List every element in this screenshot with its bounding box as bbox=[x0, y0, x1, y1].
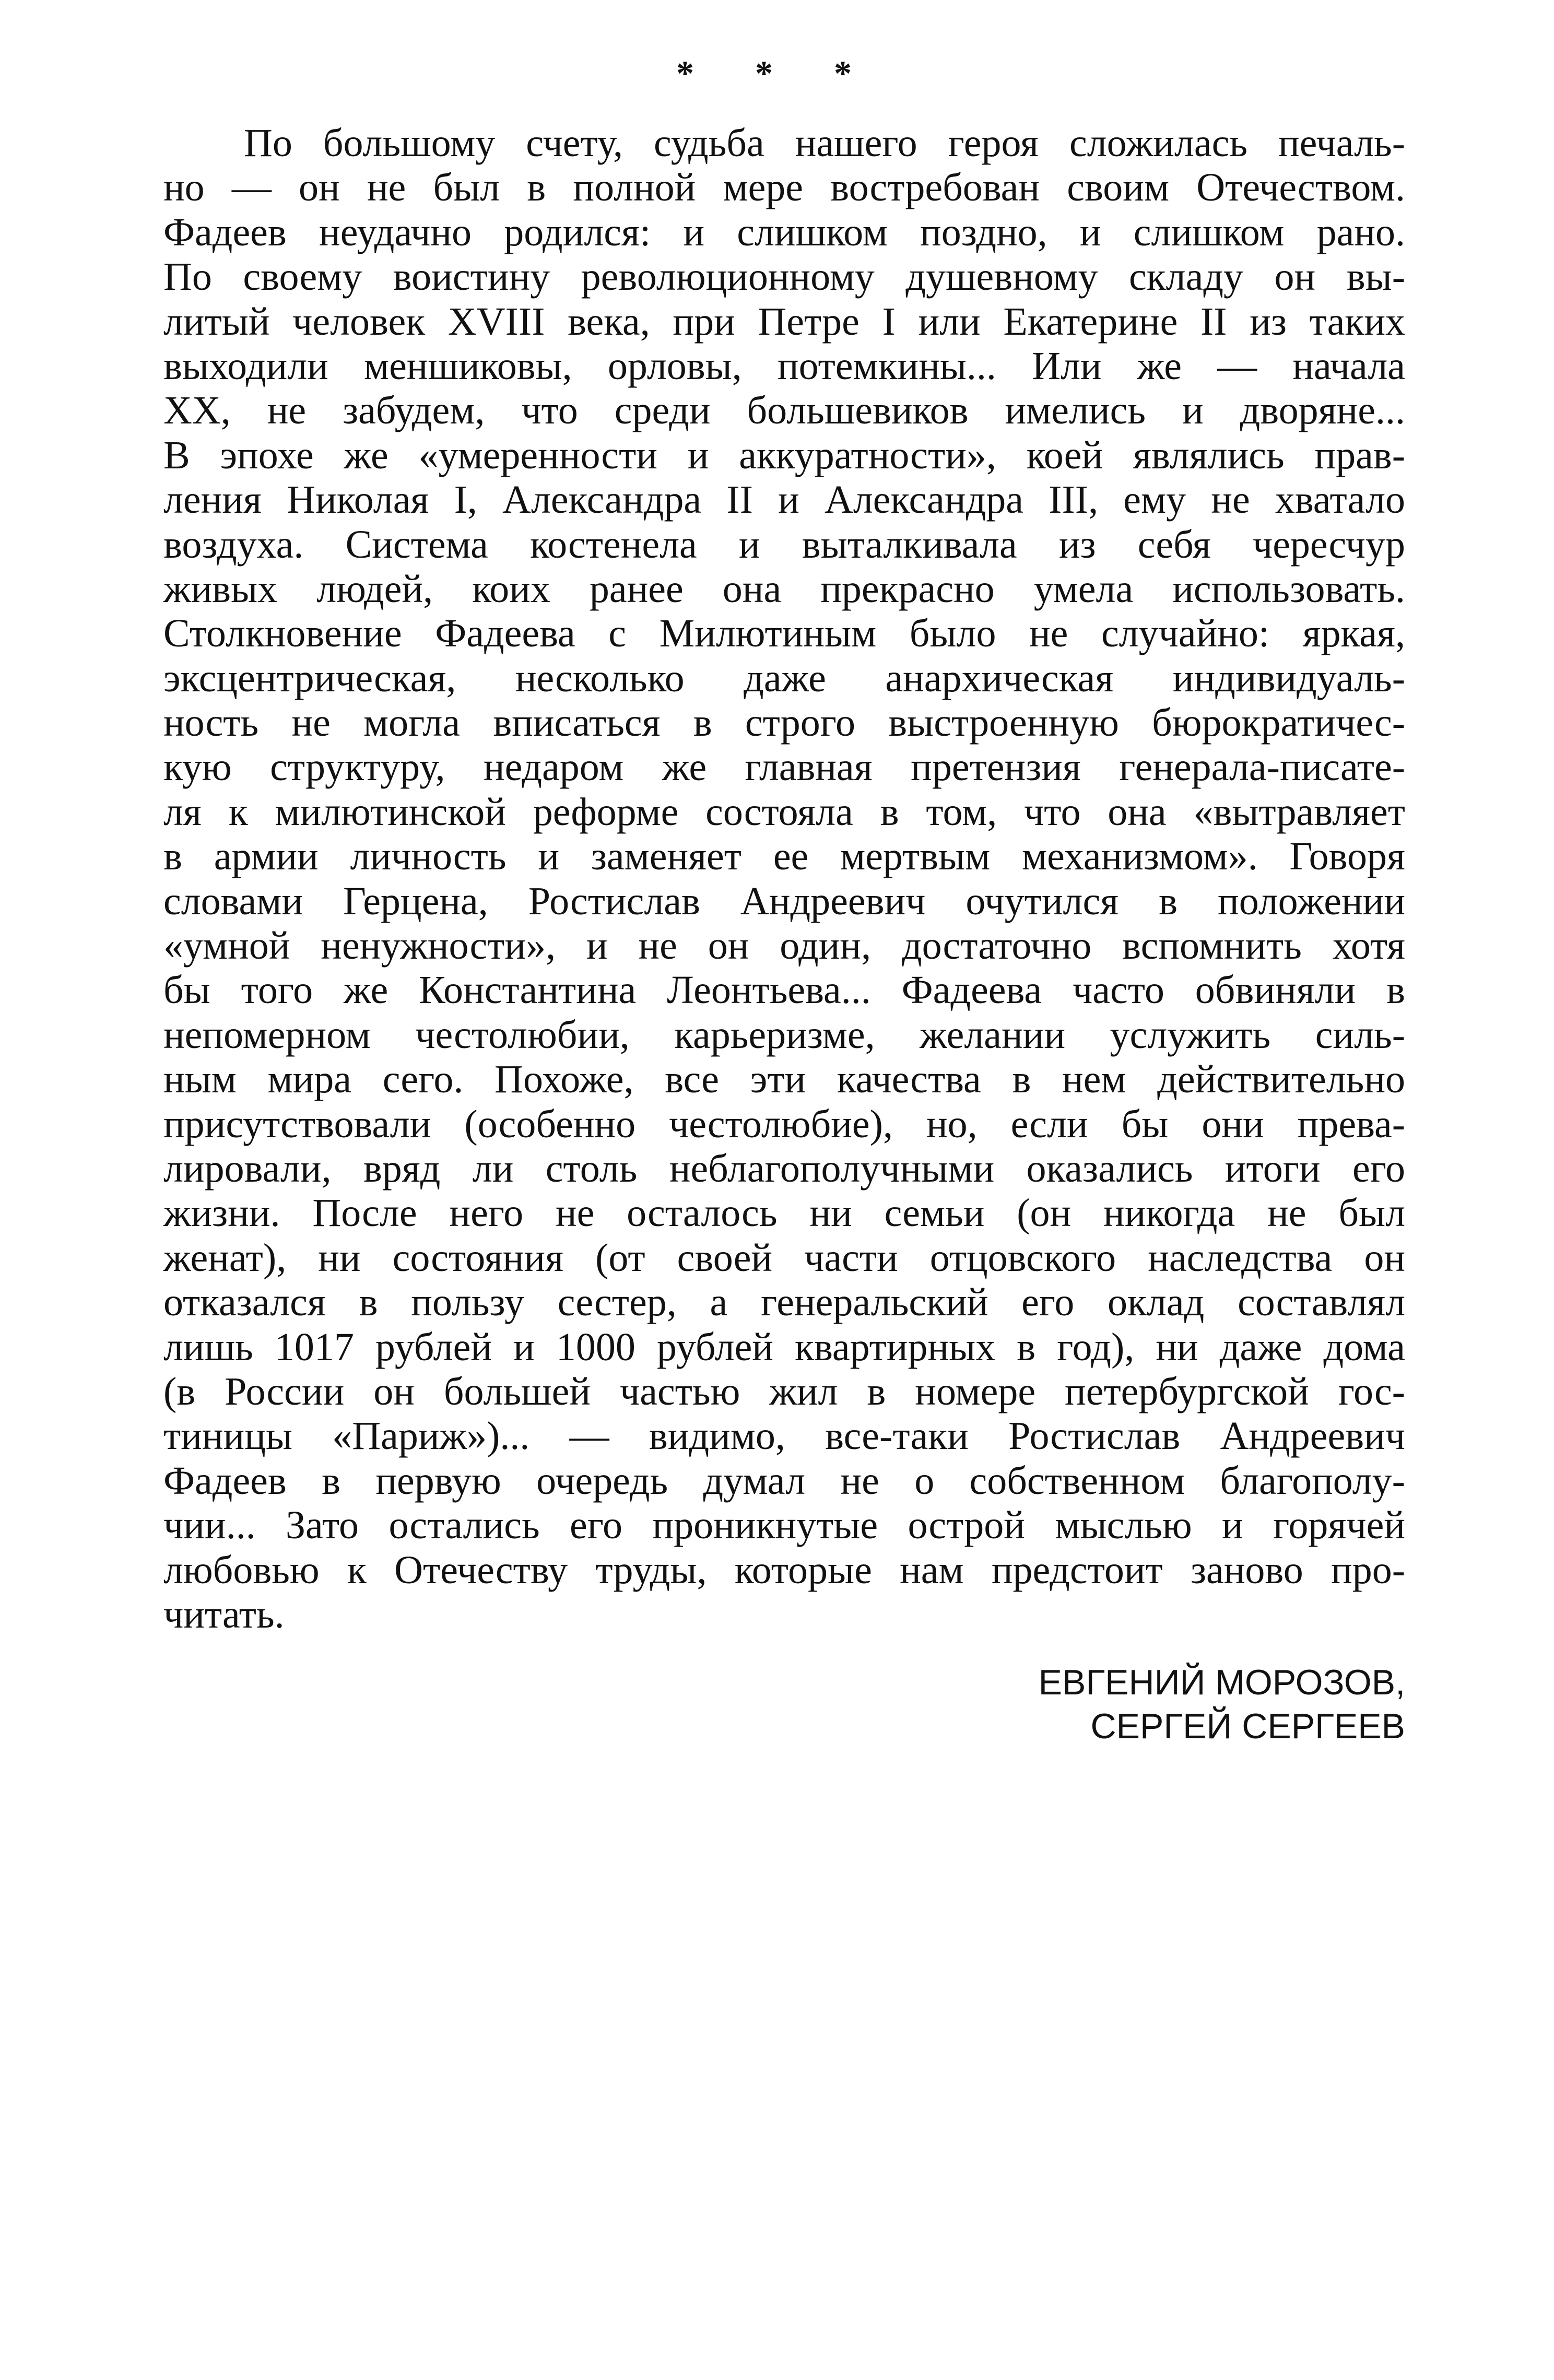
text-line: непомерном честолюбии, карьеризме, желании услужить силь- bbox=[163, 1012, 1405, 1057]
text-line: Фадеев в первую очередь думал не о собственном благополу- bbox=[163, 1458, 1405, 1503]
text-line: любовью к Отечеству труды, которые нам предстоит заново про- bbox=[163, 1548, 1405, 1592]
text-line: «умной ненужности», и не он один, достаточно вспомнить хотя bbox=[163, 924, 1405, 968]
text-line: женат), ни состояния (от своей части отцовского наследства он bbox=[163, 1235, 1405, 1280]
text-line: Фадеев неудачно родился: и слишком поздно, и слишком рано. bbox=[163, 210, 1405, 254]
text-line: По своему воистину революционному душевному складу он вы- bbox=[163, 255, 1405, 299]
text-line: ность не могла вписаться в строго выстроенную бюрократичес- bbox=[163, 701, 1405, 745]
text-line: лишь 1017 рублей и 1000 рублей квартирных в год), ни даже дома bbox=[163, 1325, 1405, 1369]
text-line: тиницы «Париж»)... — видимо, все-таки Ростислав Андреевич bbox=[163, 1414, 1405, 1458]
author-signature bbox=[1039, 1660, 1405, 1748]
text-line: выходили меншиковы, орловы, потемкины... Или же — начала bbox=[163, 344, 1405, 388]
text-line: лировали, вряд ли столь неблагополучными оказались итоги его bbox=[163, 1146, 1405, 1191]
text-line: ления Николая I, Александра II и Александра III, ему не хватало bbox=[163, 478, 1405, 522]
text-line: читать. bbox=[163, 1592, 285, 1636]
main-paragraph bbox=[163, 121, 1405, 1637]
text-line: в армии личность и заменяет ее мертвым механизмом». Говоря bbox=[163, 834, 1405, 879]
text-line: В эпохе же «умеренности и аккуратности», коей являлись прав- bbox=[163, 433, 1405, 477]
text-line: отказался в пользу сестер, а генеральский его оклад составлял bbox=[163, 1280, 1405, 1325]
author-name: ЕВГЕНИЙ МОРОЗОВ, bbox=[1038, 1663, 1405, 1702]
text-line: словами Герцена, Ростислав Андреевич очутился в положении bbox=[163, 879, 1405, 923]
text-line: присутствовали (особенно честолюбие), но, если бы они прева- bbox=[163, 1102, 1405, 1146]
text-line: бы того же Константина Леонтьева... Фадеева часто обвиняли в bbox=[163, 968, 1405, 1012]
text-line: литый человек XVIII века, при Петре I или Екатерине II из таких bbox=[163, 299, 1405, 344]
text-line: кую структуру, недаром же главная претензия генерала-писате- bbox=[163, 745, 1405, 790]
text-line: жизни. После него не осталось ни семьи (он никогда не был bbox=[163, 1191, 1405, 1235]
text-line: но — он не был в полной мере востребован своим Отечеством. bbox=[163, 166, 1405, 210]
text-line: XX, не забудем, что среди большевиков имелись и дворяне... bbox=[163, 388, 1405, 433]
text-line: ным мира сего. Похоже, все эти качества в нем действительно bbox=[163, 1057, 1405, 1102]
text-line: Столкновение Фадеева с Милютиным было не случайно: яркая, bbox=[163, 611, 1405, 656]
text-line: воздуха. Система костенела и выталкивала из себя чересчур bbox=[163, 522, 1405, 567]
text-line: живых людей, коих ранее она прекрасно умела использовать. bbox=[163, 567, 1405, 611]
text-line: ля к милютинской реформе состояла в том, что она «вытравляет bbox=[163, 790, 1405, 834]
section-separator: * * * bbox=[676, 53, 878, 93]
text-line: По большому счету, судьба нашего героя сложилась печаль- bbox=[244, 121, 1405, 165]
author-name: СЕРГЕЙ СЕРГЕЕВ bbox=[1090, 1706, 1405, 1746]
text-line: чии... Зато остались его проникнутые острой мыслью и горячей bbox=[163, 1503, 1405, 1548]
text-line: эксцентрическая, несколько даже анархическая индивидуаль- bbox=[163, 656, 1405, 700]
text-line: (в России он большей частью жил в номере петербургской гос- bbox=[163, 1369, 1405, 1413]
